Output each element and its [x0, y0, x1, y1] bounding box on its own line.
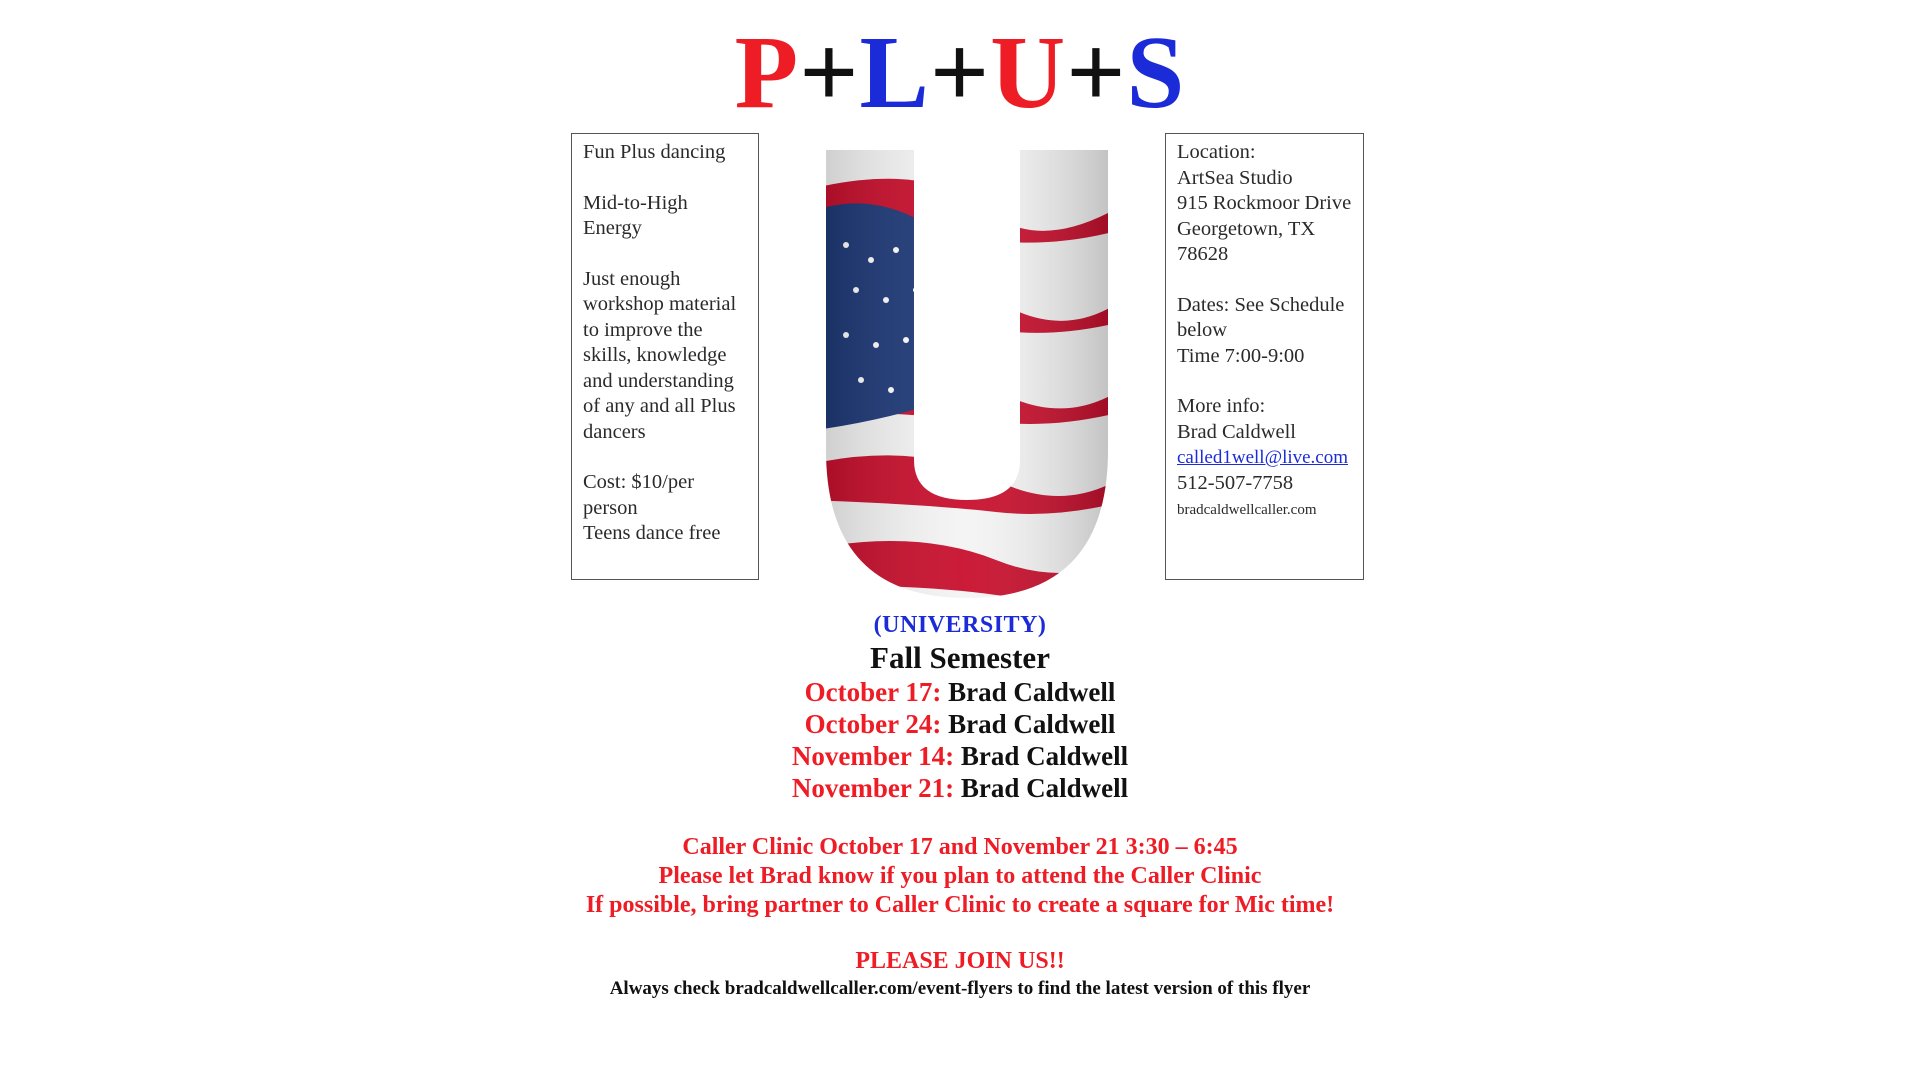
title-letter-p: P: [734, 15, 800, 130]
time-text: Time 7:00-9:00: [1177, 344, 1305, 367]
more-info-label: More info:: [1177, 395, 1266, 417]
schedule-date: November 14:: [791, 741, 955, 771]
clinic-line: Please let Brad know if you plan to attend the Caller Clinic: [658, 863, 1262, 889]
workshop-description: Just enough workshop material to improve the skills, knowledge and understanding of any and all Plus dancers: [583, 267, 737, 443]
university-label: (UNIVERSITY): [873, 612, 1047, 638]
details-box: [1165, 133, 1364, 580]
schedule-date: November 21:: [791, 773, 955, 803]
flag-letter-u: [826, 150, 1108, 598]
website-text: bradcaldwellcaller.com: [1177, 502, 1317, 518]
schedule-caller: Brad Caldwell: [941, 709, 1116, 739]
teens-text: Teens dance free: [583, 522, 721, 544]
schedule-caller: Brad Caldwell: [954, 741, 1129, 771]
title-letter-u: U: [990, 15, 1067, 130]
cost-text: Cost: $10/per person: [583, 471, 695, 519]
location-block: [1177, 140, 1352, 268]
description-box: [571, 133, 759, 580]
schedule-row: [0, 708, 1920, 740]
studio-name: ArtSea Studio: [1177, 166, 1293, 189]
title-plus-3: +: [1066, 15, 1127, 130]
schedule-row: [0, 740, 1920, 772]
join-us-text: PLEASE JOIN US!!: [855, 948, 1065, 974]
dates-block: [1177, 293, 1352, 370]
semester-heading: Fall Semester: [870, 640, 1050, 675]
contact-name: Brad Caldwell: [1177, 420, 1296, 443]
title-letter-s: S: [1126, 15, 1186, 130]
cost-block: [583, 470, 747, 547]
location-label: Location:: [1177, 141, 1256, 163]
phone-number: 512-507-7758: [1177, 471, 1294, 494]
schedule-row: [0, 772, 1920, 804]
city-address: Georgetown, TX 78628: [1177, 217, 1316, 265]
street-address: 915 Rockmoor Drive: [1177, 192, 1352, 214]
schedule-caller: Brad Caldwell: [954, 773, 1129, 803]
flyer-title: [0, 15, 1920, 130]
email-link[interactable]: called1well@live.com: [1177, 447, 1349, 468]
contact-block: [1177, 394, 1352, 522]
clinic-line: Caller Clinic October 17 and November 21 3:30 – 6:45: [682, 834, 1238, 860]
clinic-line: If possible, bring partner to Caller Clinic to create a square for Mic time!: [585, 892, 1335, 918]
description-line: Fun Plus dancing: [583, 141, 726, 163]
dates-text: Dates: See Schedule below: [1177, 293, 1345, 341]
title-letter-l: L: [859, 15, 930, 130]
check-website-text: Always check bradcaldwellcaller.com/event-flyers to find the latest version of this flyer: [609, 978, 1311, 999]
schedule-row: [0, 676, 1920, 708]
title-plus-2: +: [929, 15, 991, 130]
title-plus-1: +: [799, 15, 860, 130]
schedule-date: October 17:: [804, 677, 942, 707]
schedule-date: October 24:: [804, 709, 942, 739]
energy-line: Mid-to-High Energy: [583, 191, 688, 239]
schedule-caller: Brad Caldwell: [941, 677, 1116, 707]
